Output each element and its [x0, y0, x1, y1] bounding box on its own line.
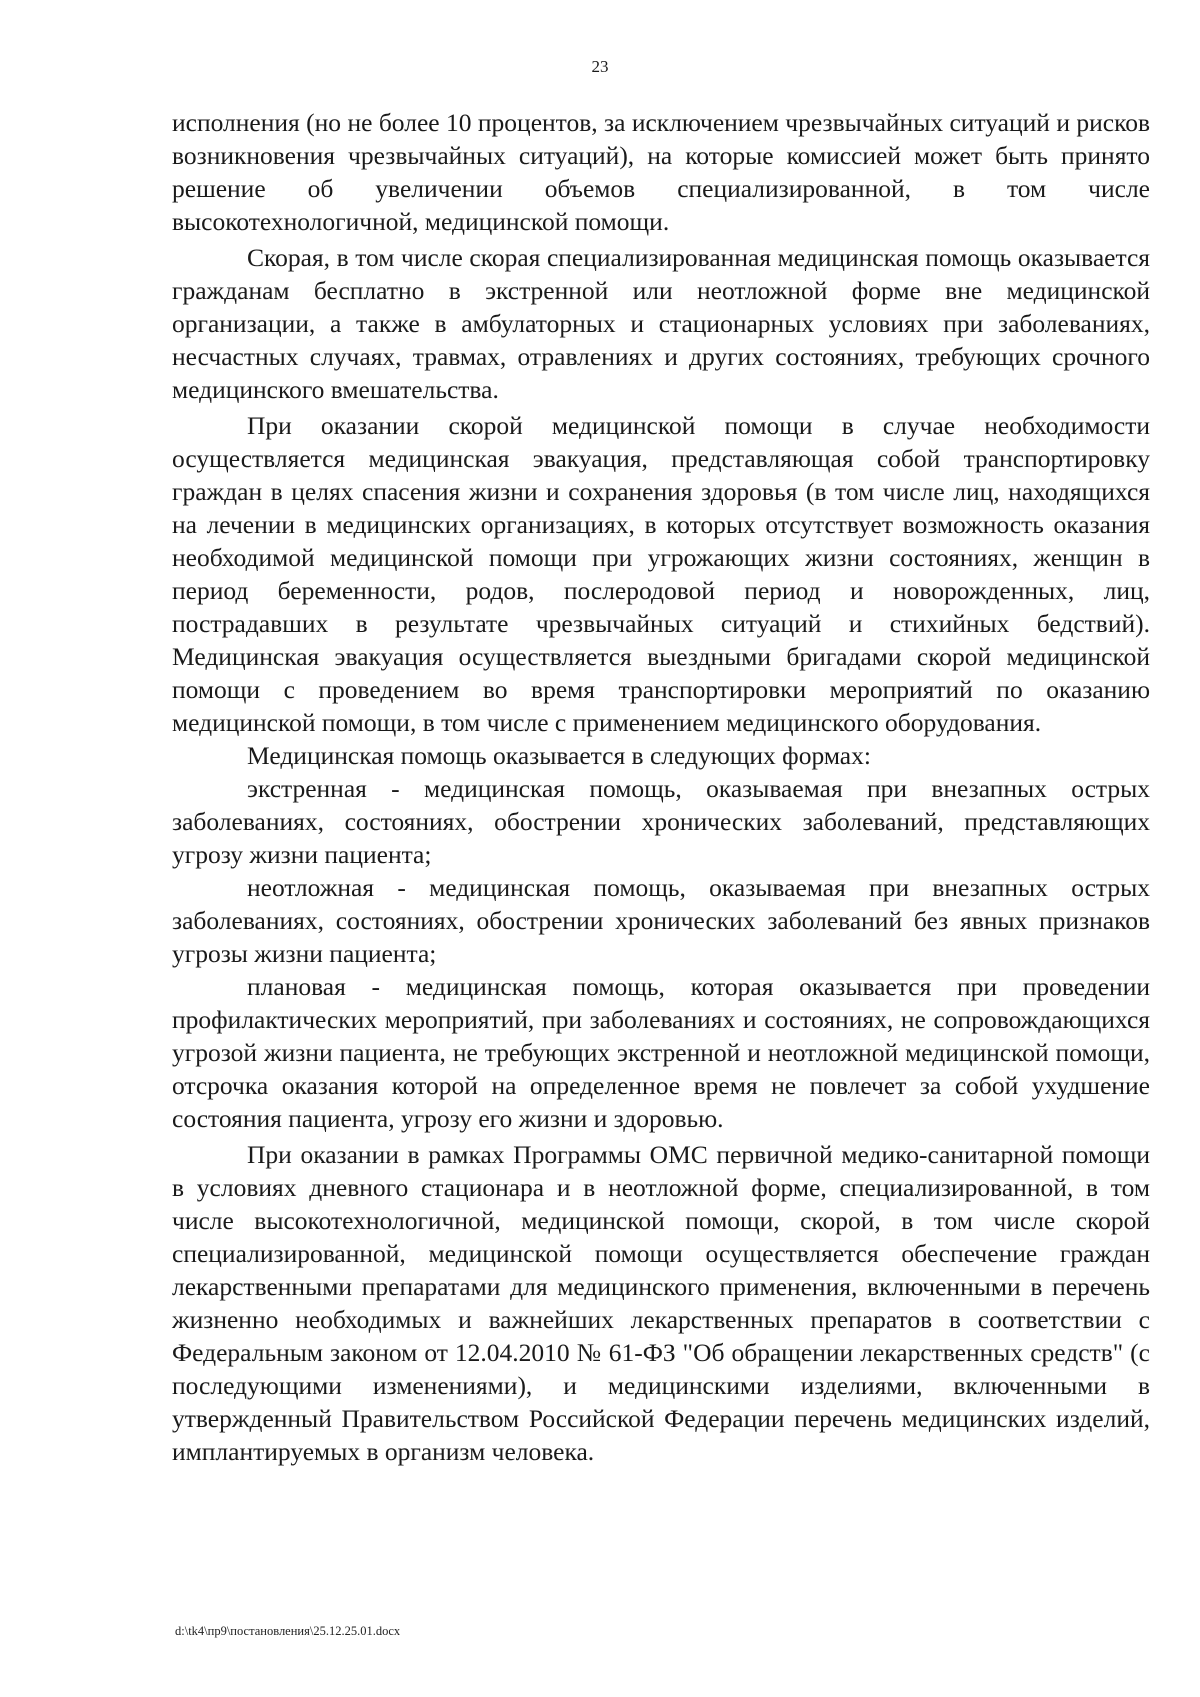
page-number: 23	[591, 57, 609, 76]
paragraph-continuation: исполнения (но не более 10 процентов, за исключением чрезвычайных ситуаций и рисков возникновения чрезвычайных ситуаций), на которые комиссией может быть принято решение об увеличении объемов специализированной, в том числе высокотехнологичной, медицинской помощи.	[172, 108, 1150, 236]
paragraph-urgent-form: неотложная - медицинская помощь, оказываемая при внезапных острых заболеваниях, состояниях, обострении хронических заболеваний без явных признаков угрозы жизни пациента;	[172, 873, 1150, 968]
paragraph-drug-provision: При оказании в рамках Программы ОМС первичной медико-санитарной помощи в условиях дневного стационара и в неотложной форме, специализированной, в том числе высокотехнологичной, медицинской помощи, скорой, в том числе скорой специализированной, медицинской помощи осуществляется обеспечение граждан лекарственными препаратами для медицинского применения, включенными в перечень жизненно необходимых и важнейших лекарственных препаратов в соответствии с Федеральным законом от 12.04.2010 № 61-ФЗ "Об обращении лекарственных средств" (с последующими изменениями), и медицинскими изделиями, включенными в утвержденный Правительством Российской Федерации перечень медицинских изделий, имплантируемых в организм человека.	[172, 1140, 1150, 1466]
paragraph-planned-form: плановая - медицинская помощь, которая оказывается при проведении профилактических мероприятий, при заболеваниях и состояниях, не сопровождающихся угрозой жизни пациента, не требующих экстренной и неотложной медицинской помощи, отсрочка оказания которой на определенное время не повлечет за собой ухудшение состояния пациента, угрозу его жизни и здоровью.	[172, 972, 1150, 1133]
paragraph-medical-evacuation: При оказании скорой медицинской помощи в случае необходимости осуществляется медицинская эвакуация, представляющая собой транспортировку граждан в целях спасения жизни и сохранения здоровья (в том числе лиц, находящихся на лечении в медицинских организациях, в которых отсутствует возможность оказания необходимой медицинской помощи при угрожающих жизни состояниях, женщин в период беременности, родов, послеродовой период и новорожденных, лиц, пострадавших в результате чрезвычайных ситуаций и стихийных бедствий). Медицинская эвакуация осуществляется выездными бригадами скорой медицинской помощи с проведением во время транспортировки мероприятий по оказанию медицинской помощи, в том числе с применением медицинского оборудования.	[172, 411, 1150, 737]
document-body	[172, 106, 1150, 1468]
footer-file-path: d:\tk4\пр9\постановления\25.12.25.01.docx	[175, 1624, 401, 1638]
paragraph-ambulance-care: Скорая, в том числе скорая специализированная медицинская помощь оказывается гражданам бесплатно в экстренной или неотложной форме вне медицинской организации, а также в амбулаторных и стационарных условиях при заболеваниях, несчастных случаях, травмах, отравлениях и других состояниях, требующих срочного медицинского вмешательства.	[172, 243, 1150, 404]
paragraph-care-forms-intro: Медицинская помощь оказывается в следующих формах:	[247, 741, 871, 770]
paragraph-emergency-form: экстренная - медицинская помощь, оказываемая при внезапных острых заболеваниях, состояниях, обострении хронических заболеваний, представляющих угрозу жизни пациента;	[172, 774, 1150, 869]
